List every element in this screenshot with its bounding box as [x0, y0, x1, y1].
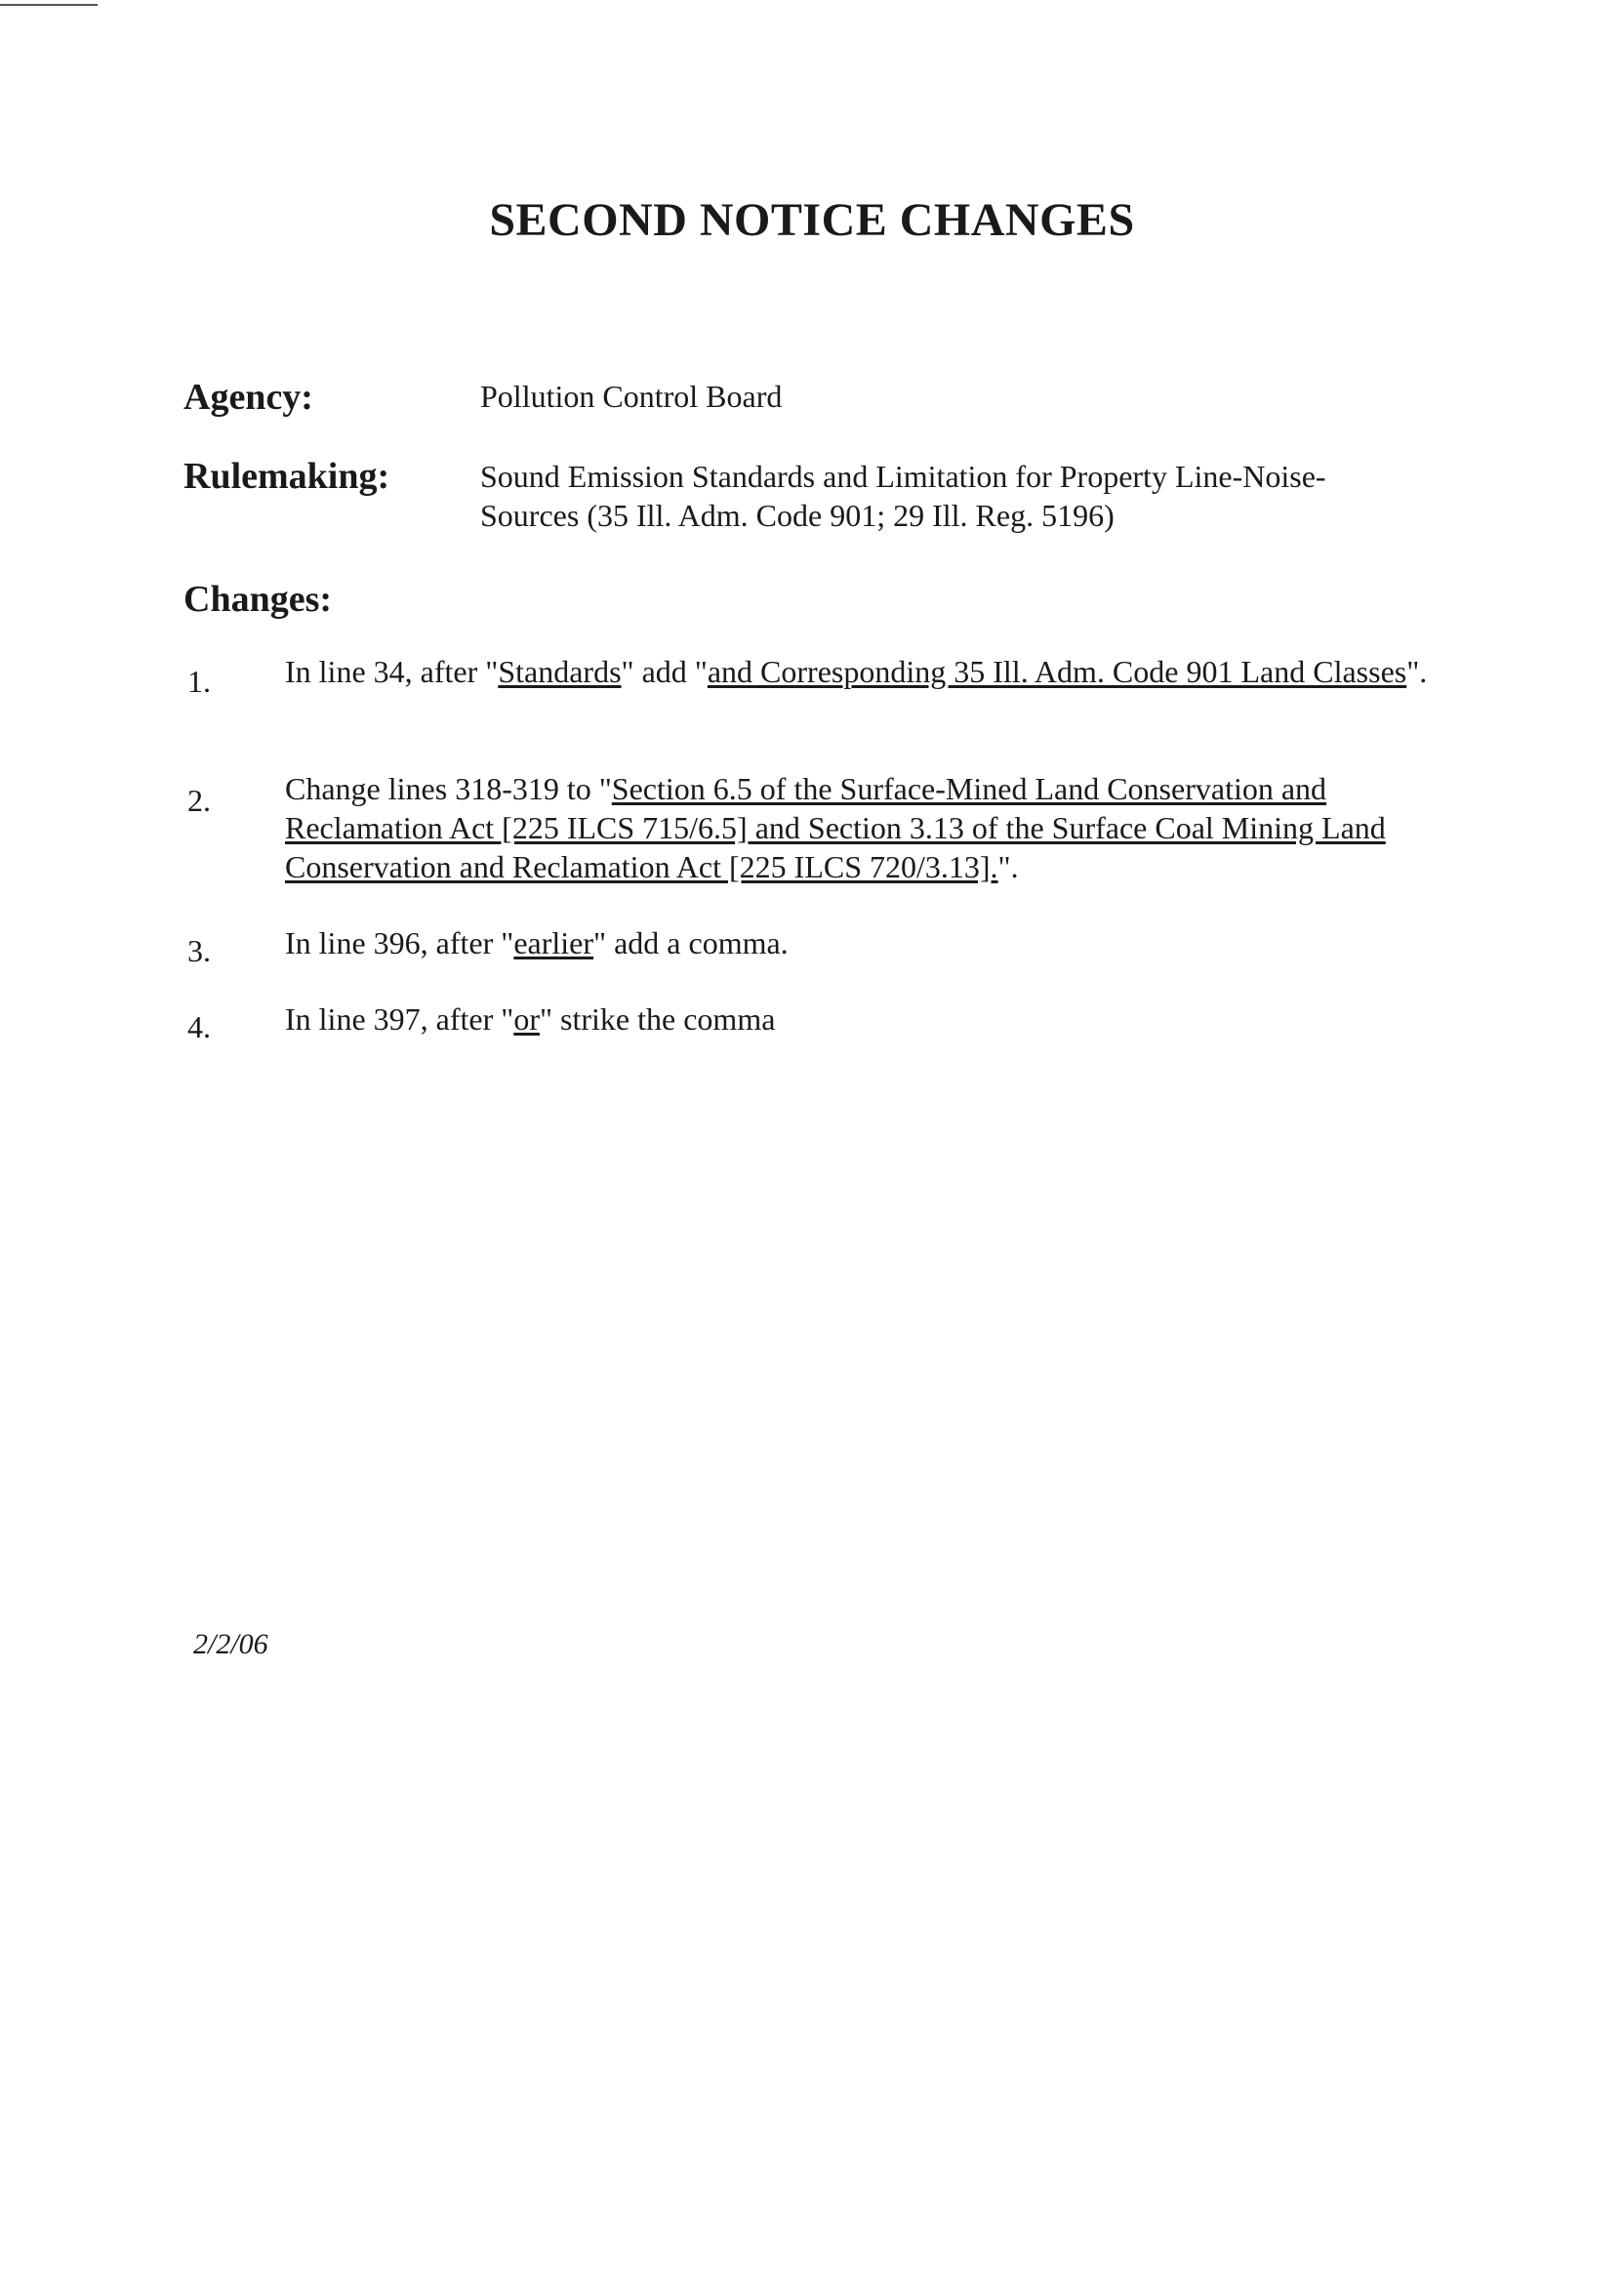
- change-item-text: In line 397, after "or" strike the comma: [285, 1001, 776, 1037]
- page-title: SECOND NOTICE CHANGES: [489, 194, 1135, 246]
- document-date: 2/2/06: [193, 1628, 268, 1660]
- underlined-term: or: [513, 1001, 540, 1037]
- change-item-text: Change lines 318-319 to "Section 6.5 of the Surface-Mined Land Conservation and Reclamation Act [225 ILCS 715/6.5] and Section 3.13 of the Surface Coal Mining Land Conservation and Reclamation Act [225 ILCS 720/3.13].".: [285, 771, 1386, 884]
- underlined-term: Standards: [498, 654, 622, 689]
- change-item-text: In line 34, after "Standards" add "and Corresponding 35 Ill. Adm. Code 901 Land Classes".: [285, 654, 1428, 689]
- underlined-insertion: Section 6.5 of the Surface-Mined Land Conservation and Reclamation Act [225 ILCS 715/6.5] and Section 3.13 of the Surface Coal Mining Land Conservation and Reclamation Act [225 ILCS 720/3.13].: [285, 771, 1386, 884]
- change-item-number: 2.: [187, 783, 211, 818]
- underlined-term: earlier: [513, 925, 594, 960]
- rulemaking-value: [480, 457, 1456, 535]
- change-item-text: In line 396, after "earlier" add a comma.: [285, 925, 789, 960]
- change-item-number: 4.: [187, 1009, 211, 1044]
- underlined-insertion: and Corresponding 35 Ill. Adm. Code 901 Land Classes: [707, 654, 1407, 689]
- agency-label: Agency:: [183, 377, 313, 418]
- rulemaking-label: Rulemaking:: [183, 456, 390, 497]
- scan-artifact-line: [0, 4, 98, 6]
- rulemaking-value-line-1: Sound Emission Standards and Limitation for Property Line-Noise-: [480, 459, 1326, 494]
- agency-value: Pollution Control Board: [480, 379, 783, 414]
- change-item-number: 3.: [187, 933, 211, 968]
- change-item-number: 1.: [187, 664, 211, 699]
- changes-label: Changes:: [183, 579, 333, 620]
- rulemaking-value-line-2: Sources (35 Ill. Adm. Code 901; 29 Ill. Reg. 5196): [480, 498, 1115, 533]
